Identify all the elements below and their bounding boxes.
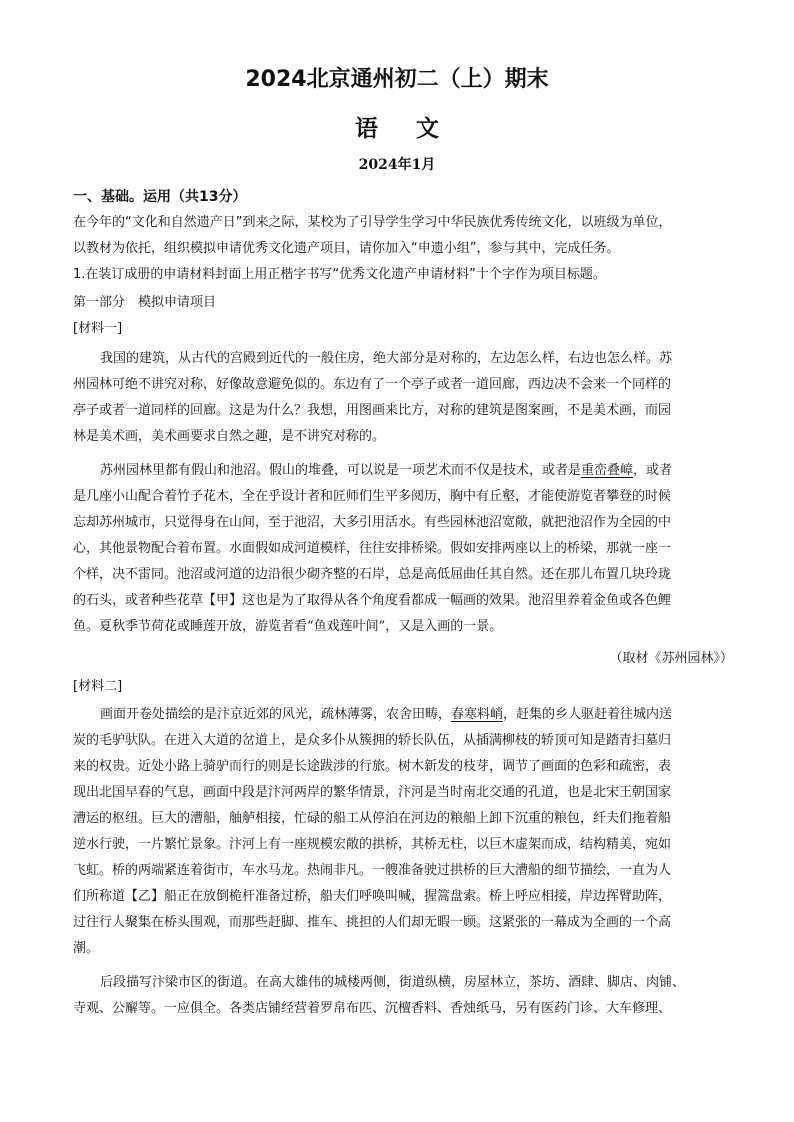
paragraph-line: 炭的毛驴驮队。在进入大道的岔道上，是众多仆从簇拥的轿长队伍，从插满柳枝的轿顶可知是踏青扫墓归: [73, 733, 672, 748]
subject-title: 语文: [355, 116, 477, 142]
intro-line-1: 在今年的“文化和自然遗产日”到来之际，某校为了引导学生学习中华民族优秀传统文化，以班级为单位，: [73, 215, 672, 230]
text-segment: ，赶集的乡人驱赶着往城内送: [503, 707, 673, 722]
paragraph-line: 的石头，或者种些花草【甲】这也是为了取得从各个角度看都成一幅画的效果。池沼里养着金鱼或各色鲤: [73, 593, 672, 608]
paragraph-line: 后段描写汴梁市区的街道。在高大雄伟的城楼两侧，街道纵横，房屋林立，茶坊、酒肆、脚店、肉铺、: [100, 975, 686, 990]
paragraph-line: 忘却苏州城市，只觉得身在山间，至于池沼，大多引用活水。有些园林池沼宽敞，就把池沼作为全园的中: [73, 515, 672, 530]
paragraph-line: 来的权贵。近处小路上骑驴而行的则是长途跋涉的行旅。树木新发的枝芽，调节了画面的色彩和疏密，表: [73, 759, 672, 774]
paragraph-line: 飞虹。桥的两端紧连着街市，车水马龙。热闹非凡。一艘准备驶过拱桥的巨大漕船的细节描绘，一直为人: [73, 863, 672, 878]
question-1: 1.在装订成册的申请材料封面上用正楷字书写“优秀文化遗产申请材料”十个字作为项目标题。: [73, 267, 606, 282]
paragraph-line: 寺观、公廨等。一应俱全。各类店铺经营着罗帛布匹、沉檀香料、香烛纸马，另有医药门诊、大车修理、: [73, 1001, 672, 1016]
paragraph-line: 逆水行驶，一片繁忙景象。汴河上有一座规模宏敞的拱桥，其桥无柱，以巨木虚架而成，结构精美，宛如: [73, 837, 672, 852]
text-segment: 画面开卷处描绘的是汴京近郊的风光，疏林薄雾，农舍田畴，: [100, 707, 452, 722]
paragraph-line: 个样，决不雷同。池沼或河道的边沿很少砌齐整的石岸，总是高低屈曲任其自然。还在那儿布置几块玲珑: [73, 567, 672, 582]
paragraph-line: 过往行人聚集在桥头围观，而那些赶脚、推车、挑担的人们却无暇一顾。这紧张的一幕成为全画的一个高: [73, 915, 672, 930]
paragraph-line: 鱼。夏秋季节荷花或睡莲开放，游览者看“鱼戏莲叶间”，又是入画的一景。: [73, 619, 503, 634]
material-2-label: [材料二]: [73, 679, 123, 694]
paragraph-line: 心，其他景物配合着布置。水面假如成河道模样，往往安排桥梁。假如安排两座以上的桥梁，那就一座一: [73, 541, 672, 556]
paragraph-line: 我国的建筑，从古代的宫殿到近代的一般住房，绝大部分是对称的，左边怎么样，右边也怎么样。苏: [100, 351, 673, 366]
paragraph-line: [100, 706, 733, 724]
underlined-phrase: 春寒料峭: [451, 707, 504, 722]
paragraph-line: 现出北国早春的气息，画面中段是汴河两岸的繁华情景，汴河是当时南北交通的孔道，也是北宋王朝国家: [73, 785, 672, 800]
paragraph-line: 亭子或者一道同样的回廊。这是为什么？我想，用图画来比方，对称的建筑是图案画，不是美术画，而园: [73, 403, 672, 418]
paragraph-line: 们所称道【乙】船正在放倒桅杆准备过桥，船夫们呼唤叫喊，握篙盘索。桥上呼应相接，岸边挥臂助阵，: [73, 889, 672, 904]
paragraph-line: [100, 462, 733, 480]
underlined-phrase: 重峦叠嶂: [581, 463, 634, 478]
part-1-heading: 第一部分 模拟申请项目: [73, 295, 217, 310]
exam-title: 2024北京通州初二（上）期末: [245, 67, 549, 92]
paragraph-line: 是几座小山配合着竹子花木，全在乎设计者和匠师们生平多阅历，胸中有丘壑，才能使游览者攀登的时候: [73, 489, 672, 504]
section-heading: 一、基础。运用（共13分）: [73, 189, 247, 205]
paragraph-line: 漕运的枢纽。巨大的漕船，舳舻相接，忙碌的船工从停泊在河边的粮船上卸下沉重的粮包，纤夫们拖着船: [73, 811, 672, 826]
material-1-label: [材料一]: [73, 321, 123, 336]
paragraph-line: 潮。: [73, 941, 100, 956]
text-segment: 苏州园林里都有假山和池沼。假山的堆叠，可以说是一项艺术而不仅是技术，或者是: [100, 463, 582, 478]
exam-date: 2024年1月: [358, 157, 436, 173]
intro-line-2: 以教材为依托，组织模拟申请优秀文化遗产项目，请你加入“申遗小组”，参与其中，完成任务。: [73, 241, 620, 256]
source-citation: （取材《苏州园林》）: [609, 651, 733, 666]
paragraph-line: 林是美术画，美术画要求自然之趣，是不讲究对称的。: [73, 429, 386, 444]
paragraph-line: 州园林可绝不讲究对称，好像故意避免似的。东边有了一个亭子或者一道回廊，西边决不会来一个同样的: [73, 377, 672, 392]
text-segment: ，或者: [633, 463, 673, 478]
